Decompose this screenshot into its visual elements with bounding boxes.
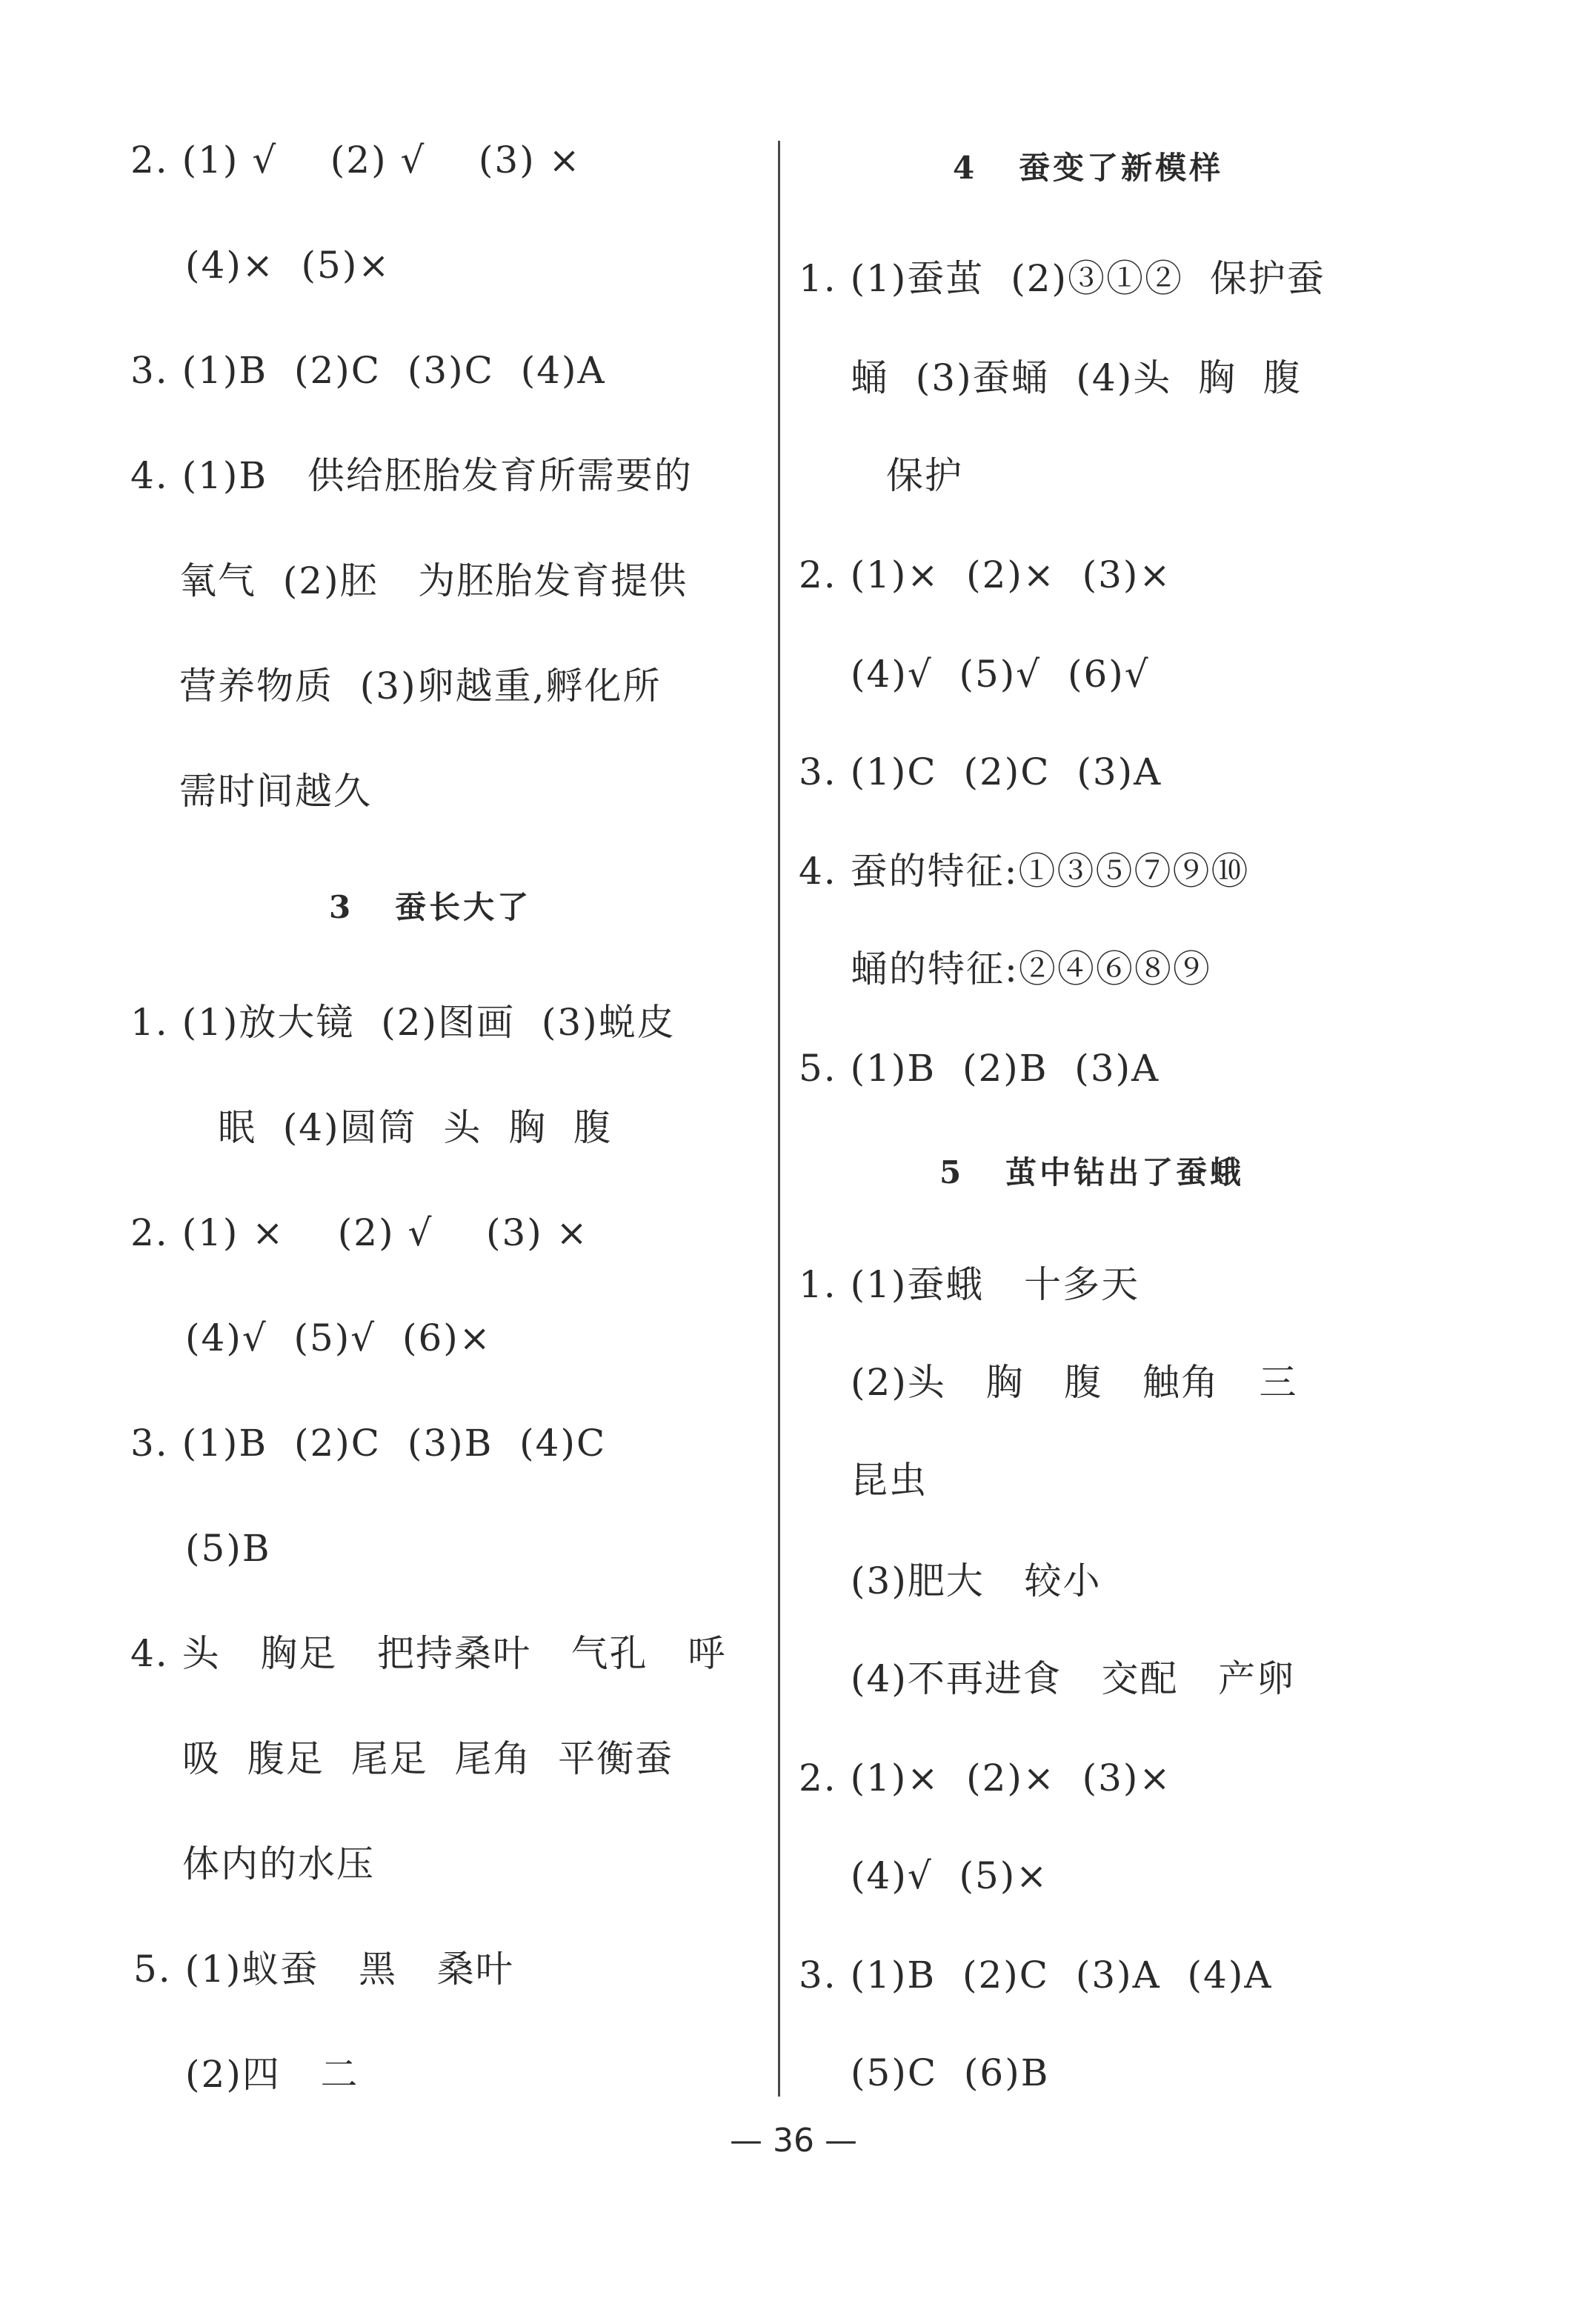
answer-line: 氧气 (2)胚 为胚胎发育提供 [179, 559, 688, 602]
answer-line: (4)√ (5)√ (6)√ [851, 653, 1150, 696]
answer-line: (2)头 胸 腹 触角 三 [851, 1361, 1298, 1404]
answer-line: 5. (1)B (2)B (3)A [799, 1047, 1160, 1090]
answer-line: 2. (1) × (2) √ (3) × [130, 1211, 589, 1254]
answer-line: 2. (1)× (2)× (3)× [799, 553, 1172, 596]
section-heading-4: 4 蚕变了新模样 [953, 150, 1224, 186]
answer-line: 昆虫 [851, 1459, 928, 1502]
section-heading-3: 3 蚕长大了 [329, 889, 532, 925]
answer-line: (2)四 二 [185, 2053, 359, 2096]
answer-line: 眠 (4)圆筒 头 胸 腹 [218, 1106, 612, 1149]
answer-line: 4. 蚕的特征:①③⑤⑦⑨⑩ [799, 850, 1250, 893]
answer-line: 5. (1)蚁蚕 黑 桑叶 [133, 1948, 514, 1991]
answer-line: 3. (1)C (2)C (3)A [799, 750, 1162, 793]
answer-line: 3. (1)B (2)C (3)A (4)A [799, 1954, 1273, 1997]
answer-line: 2. (1)× (2)× (3)× [799, 1757, 1172, 1799]
answer-line: (4)× (5)× [185, 244, 391, 287]
answer-line: (4)√ (5)× [851, 1854, 1049, 1897]
answer-line: 2. (1) √ (2) √ (3) × [130, 139, 582, 182]
answer-line: 吸 腹足 尾足 尾角 平衡蚕 [182, 1737, 674, 1780]
answer-line: 1. (1)放大镜 (2)图画 (3)蜕皮 [130, 1001, 676, 1044]
answer-line: 蛹 (3)蚕蛹 (4)头 胸 腹 [851, 356, 1302, 399]
answer-line: (4)不再进食 交配 产卵 [851, 1657, 1296, 1700]
answer-line: 4. 头 胸足 把持桑叶 气孔 呼 [130, 1632, 727, 1675]
answer-line: 营养物质 (3)卵越重,孵化所 [179, 665, 662, 707]
answer-line: (3)肥大 较小 [851, 1559, 1102, 1602]
column-divider [778, 141, 780, 2097]
answer-line: (5)C (6)B [851, 2051, 1050, 2094]
answer-line: 3. (1)B (2)C (3)C (4)A [130, 349, 606, 392]
answer-line: 3. (1)B (2)C (3)B (4)C [130, 1422, 607, 1465]
answer-line: 体内的水压 [182, 1842, 375, 1885]
answer-line: 蛹的特征:②④⑥⑧⑨ [851, 948, 1211, 990]
answer-line: (5)B [185, 1527, 271, 1570]
page-number: — 36 — [730, 2122, 857, 2160]
answer-line: 保护 [886, 454, 963, 497]
answer-line: 1. (1)蚕茧 (2)③①② 保护蚕 [799, 257, 1325, 300]
answer-line: (4)√ (5)√ (6)× [185, 1316, 492, 1359]
answer-line: 需时间越久 [179, 770, 372, 813]
answer-line: 1. (1)蚕蛾 十多天 [799, 1263, 1140, 1306]
section-heading-5: 5 茧中钻出了蚕蛾 [939, 1154, 1245, 1191]
answer-line: 4. (1)B 供给胚胎发育所需要的 [130, 454, 693, 497]
